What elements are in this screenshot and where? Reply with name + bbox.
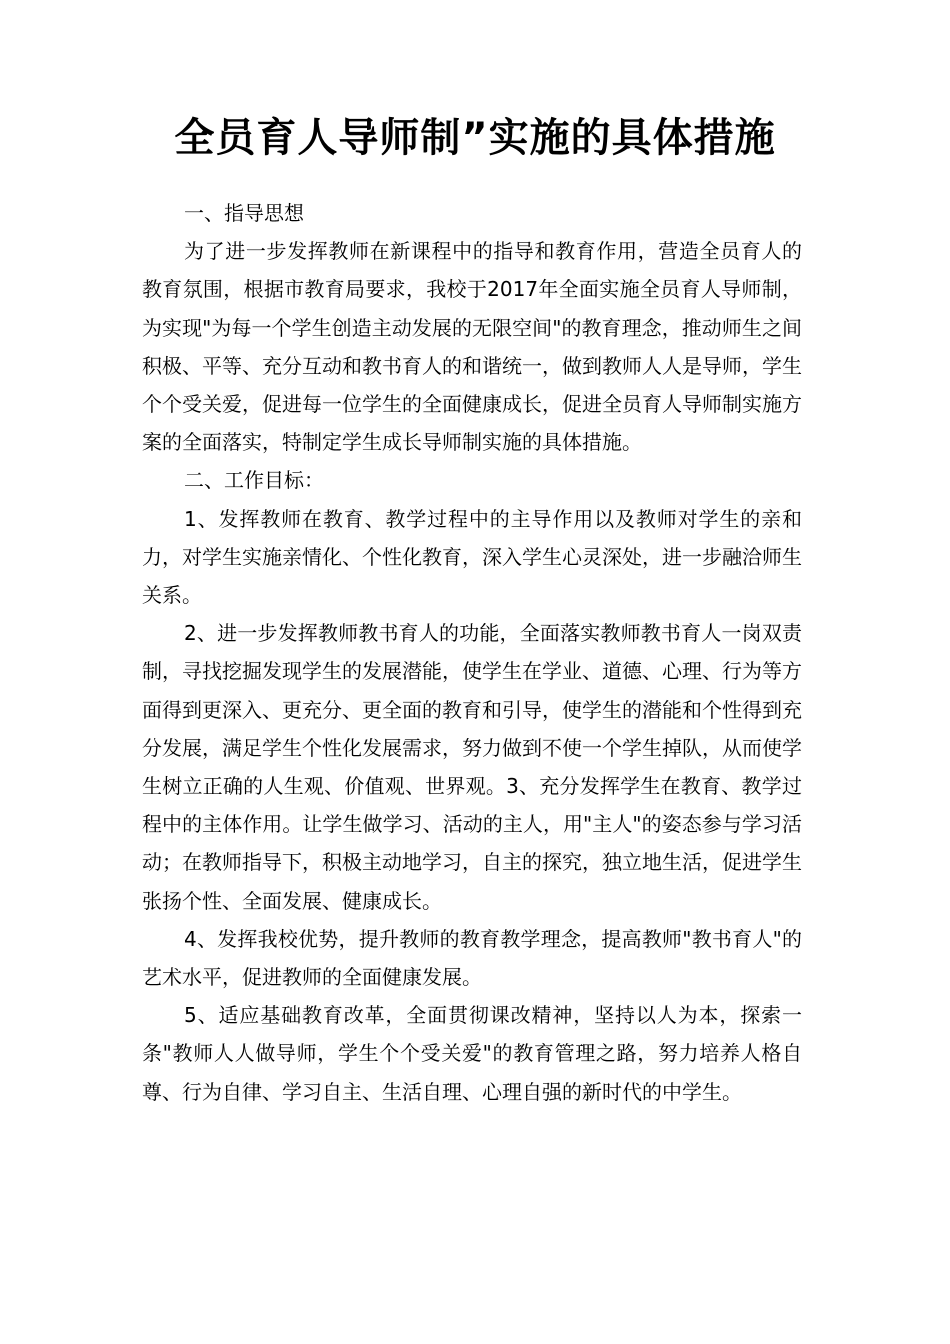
goal-item-5: 5、适应基础教育改革，全面贯彻课改精神，坚持以人为本，探索一条"教师人人做导师，学生个个受关爱"的教育管理之路，努力培养人格自尊、行为自律、学习自主、生活自理、心理自强的新时代的中学生。 [142,1003,802,1104]
paragraph-guiding-ideology: 为了进一步发挥教师在新课程中的指导和教育作用，营造全员育人的教育氛围，根据市教育局要求，我校于2017年全面实施全员育人导师制，为实现"为每一个学生创造主动发展的无限空间"的教育理念，推动师生之间积极、平等、充分互动和教书育人的和谐统一，做到教师人人是导师，学生个个受关爱，促进每一位学生的全面健康成长，促进全员育人导师制实施方案的全面落实，特制定学生成长导师制实施的具体措施。 [142,239,802,455]
document-body [142,194,802,1111]
goal-item-4: 4、发挥我校优势，提升教师的教育教学理念，提高教师"教书育人"的艺术水平，促进教师的全面健康发展。 [142,926,802,990]
goal-item-1: 1、发挥教师在教育、教学过程中的主导作用以及教师对学生的亲和力，对学生实施亲情化、个性化教育，深入学生心灵深处，进一步融洽师生关系。 [142,506,802,608]
section-heading-guiding-ideology: 一、指导思想 [184,201,304,225]
goal-item-2-3: 2、进一步发挥教师教书育人的功能，全面落实教师教书育人一岗双责制，寻找挖掘发现学生的发展潜能，使学生在学业、道德、心理、行为等方面得到更深入、更充分、更全面的教育和引导，使学生的潜能和个性得到充分发展，满足学生个性化发展需求，努力做到不使一个学生掉队，从而使学生树立正确的人生观、价值观、世界观。3、充分发挥学生在教育、教学过程中的主体作用。让学生做学习、活动的主人，用"主人"的姿态参与学习活动；在教师指导下，积极主动地学习，自主的探究，独立地生活，促进学生张扬个性、全面发展、健康成长。 [142,621,802,913]
document-title: 全员育人导师制”实施的具体措施 [174,115,776,161]
section-heading-work-goals: 二、工作目标： [184,468,324,493]
